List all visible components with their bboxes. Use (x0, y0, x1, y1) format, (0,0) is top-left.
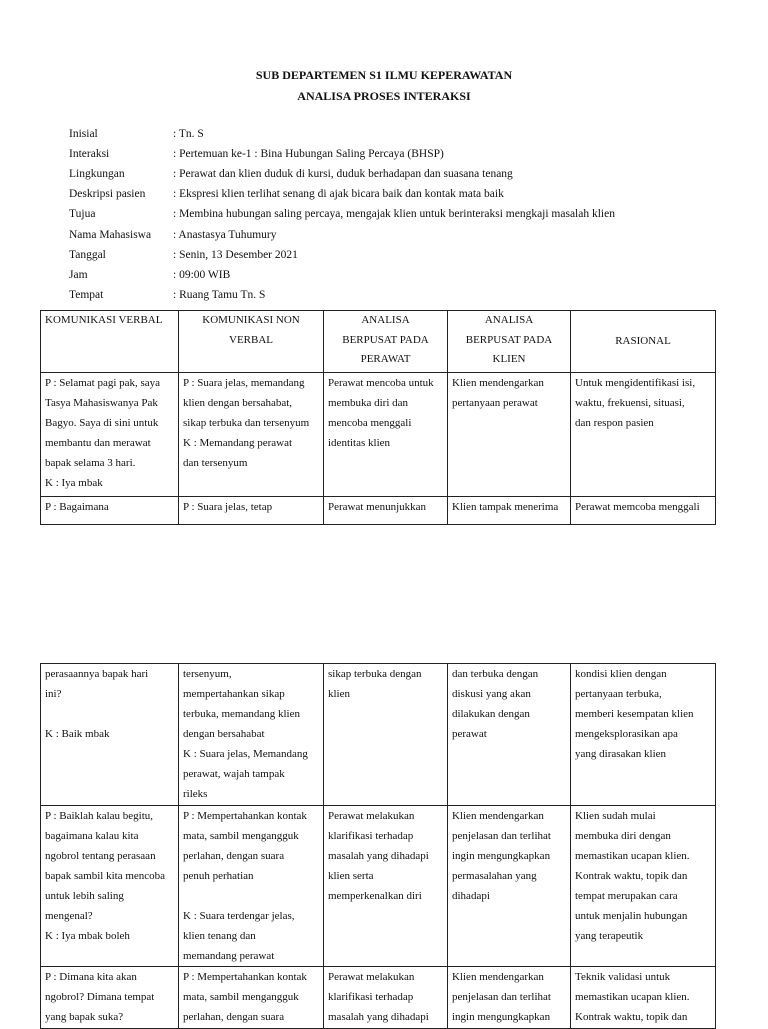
cell-analisa-perawat: Perawat menunjukkan (324, 497, 448, 525)
cell-verbal: P : Dimana kita akan ngobrol? Dimana tempat yang bapak suka? (41, 967, 179, 1029)
cell-analisa-perawat: Perawat melakukan klarifikasi terhadap masalah yang dihadapi klien serta memperkenalkan diri (324, 806, 448, 967)
document-subtitle: ANALISA PROSES INTERAKSI (297, 89, 471, 103)
info-label: Lingkungan (69, 168, 125, 180)
cell-non-verbal: P : Suara jelas, memandang klien dengan bersahabat, sikap terbuka dan tersenyum K : Memandang perawat dan tersenyum (179, 373, 324, 497)
info-value: : 09:00 WIB (173, 269, 231, 281)
header-rasional: RASIONAL (571, 311, 716, 373)
cell-analisa-klien: Klien mendengarkan penjelasan dan terlihat ingin mengungkapkan permasalahan yang dihadapi (448, 806, 571, 967)
info-value: : Ruang Tamu Tn. S (173, 289, 266, 301)
header-analisa-klien: ANALISA BERPUSAT PADA KLIEN (448, 311, 571, 373)
interaction-table-page2 (40, 663, 716, 1029)
cell-analisa-klien: Klien mendengarkan penjelasan dan terlihat ingin mengungkapkan (448, 967, 571, 1029)
info-label: Tempat (69, 289, 104, 301)
cell-rasional: Perawat memcoba menggali (571, 497, 716, 525)
cell-verbal: P : Bagaimana (41, 497, 179, 525)
cell-analisa-perawat: sikap terbuka dengan klien (324, 664, 448, 806)
cell-analisa-perawat: Perawat mencoba untuk membuka diri dan mencoba menggali identitas klien (324, 373, 448, 497)
cell-analisa-klien: Klien tampak menerima (448, 497, 571, 525)
header-analisa-perawat: ANALISA BERPUSAT PADA PERAWAT (324, 311, 448, 373)
header-komunikasi-non-verbal: KOMUNIKASI NON VERBAL (179, 311, 324, 373)
cell-analisa-perawat: Perawat melakukan klarifikasi terhadap masalah yang dihadapi (324, 967, 448, 1029)
header-komunikasi-verbal: KOMUNIKASI VERBAL (41, 311, 179, 373)
info-label: Tanggal (69, 249, 106, 261)
cell-non-verbal: P : Mempertahankan kontak mata, sambil mengangguk perlahan, dengan suara penuh perhatian K : Suara terdengar jelas, klien tenang dan memandang perawat (179, 806, 324, 967)
info-value: : Ekspresi klien terlihat senang di ajak bicara baik dan kontak mata baik (173, 188, 504, 200)
document-title: SUB DEPARTEMEN S1 ILMU KEPERAWATAN (255, 68, 513, 82)
info-label: Nama Mahasiswa (69, 229, 152, 241)
info-value: : Pertemuan ke-1 : Bina Hubungan Saling Percaya (BHSP) (173, 148, 444, 160)
info-label: Interaksi (69, 148, 110, 160)
table-row (41, 373, 716, 497)
cell-verbal: perasaannya bapak hari ini? K : Baik mbak (41, 664, 179, 806)
table-row (41, 664, 716, 806)
cell-analisa-klien: Klien mendengarkan pertanyaan perawat (448, 373, 571, 497)
table-header-row (41, 311, 716, 373)
info-value: : Perawat dan klien duduk di kursi, duduk berhadapan dan suasana tenang (173, 168, 513, 180)
cell-non-verbal: P : Suara jelas, tetap (179, 497, 324, 525)
info-label: Inisial (69, 128, 98, 140)
info-value: : Anastasya Tuhumury (173, 229, 277, 241)
cell-rasional: Teknik validasi untuk memastikan ucapan klien. Kontrak waktu, topik dan (571, 967, 716, 1029)
table-row (41, 806, 716, 967)
cell-non-verbal: tersenyum, mempertahankan sikap terbuka, memandang klien dengan bersahabat K : Suara jelas, Memandang perawat, wajah tampak rileks (179, 664, 324, 806)
interaction-table-page1 (40, 310, 716, 525)
cell-analisa-klien: dan terbuka dengan diskusi yang akan dilakukan dengan perawat (448, 664, 571, 806)
info-label: Deskripsi pasien (69, 188, 146, 200)
cell-rasional: Klien sudah mulai membuka diri dengan memastikan ucapan klien. Kontrak waktu, topik dan tempat merupakan cara untuk menjalin hubungan yang terapeutik (571, 806, 716, 967)
cell-rasional: kondisi klien dengan pertanyaan terbuka, memberi kesempatan klien mengeksplorasikan apa yang dirasakan klien (571, 664, 716, 806)
cell-verbal: P : Selamat pagi pak, saya Tasya Mahasiswanya Pak Bagyo. Saya di sini untuk membantu dan merawat bapak selama 3 hari. K : Iya mbak (41, 373, 179, 497)
info-value: : Tn. S (173, 128, 204, 140)
info-value: : Membina hubungan saling percaya, mengajak klien untuk berinteraksi mengkaji masalah klien (173, 208, 615, 220)
table-row (41, 497, 716, 525)
info-label: Jam (69, 269, 88, 281)
table-row (41, 967, 716, 1029)
info-label: Tujua (69, 208, 96, 220)
cell-rasional: Untuk mengidentifikasi isi, waktu, frekuensi, situasi, dan respon pasien (571, 373, 716, 497)
info-value: : Senin, 13 Desember 2021 (173, 249, 298, 261)
cell-non-verbal: P : Mempertahankan kontak mata, sambil mengangguk perlahan, dengan suara (179, 967, 324, 1029)
cell-verbal: P : Baiklah kalau begitu, bagaimana kalau kita ngobrol tentang perasaan bapak sambil kita mencoba untuk lebih saling mengenal? K : Iya mbak boleh (41, 806, 179, 967)
